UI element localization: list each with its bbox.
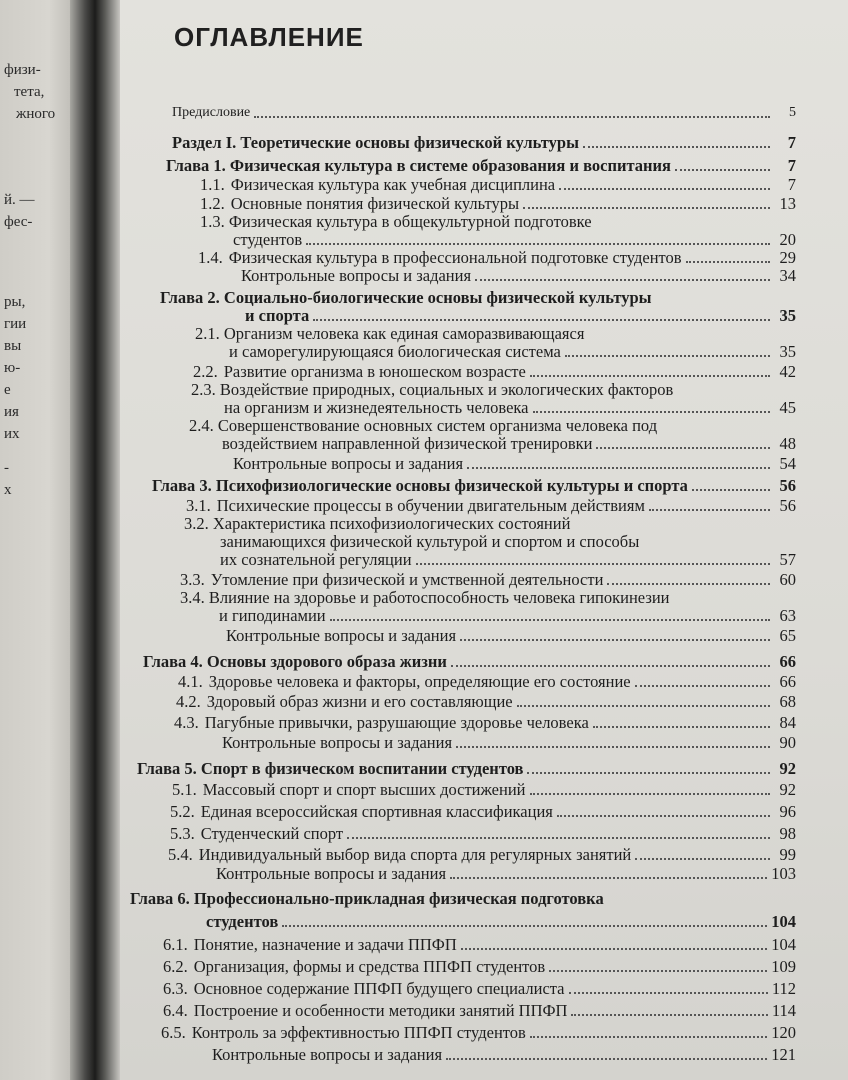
left-page-fragment: их <box>4 426 20 442</box>
toc-entry-subsection: и гиподинамии 63 <box>219 606 796 625</box>
toc-entry-subsection-line1: 3.4. Влияние на здоровье и работоспособность человека гипокинезии <box>180 588 670 607</box>
toc-entry-subsection: 6.2. Организация, формы и средства ППФП студентов 109 <box>163 957 796 976</box>
toc-entry-subsection: 4.3. Пагубные привычки, разрушающие здоровье человека 84 <box>174 713 796 732</box>
toc-entry-subsection: на организм и жизнедеятельность человека 45 <box>224 398 796 417</box>
toc-entry-chapter-line1: Глава 2. Социально-биологические основы физической культуры <box>160 288 652 307</box>
toc-entry-subsection: 5.1. Массовый спорт и спорт высших достижений 92 <box>172 780 796 799</box>
toc-entry-questions: Контрольные вопросы и задания 103 <box>216 864 796 883</box>
left-page-edge <box>0 0 70 1080</box>
book-spine <box>70 0 120 1080</box>
toc-entry-questions: Контрольные вопросы и задания 54 <box>233 454 796 473</box>
toc-entry-subsection-line1: 2.3. Воздействие природных, социальных и экологических факторов <box>191 380 674 399</box>
left-page-fragment: фес- <box>4 214 33 230</box>
toc-entry-chapter: и спорта 35 <box>245 306 796 325</box>
left-page-fragment: х <box>4 482 12 498</box>
toc-entry-section: Раздел I. Теоретические основы физической культуры 7 <box>172 133 796 152</box>
toc-entry-questions: Контрольные вопросы и задания 65 <box>226 626 796 645</box>
toc-entry-subsection-line1: 1.3. Физическая культура в общекультурной подготовке <box>200 212 592 231</box>
left-page-fragment: е <box>4 382 11 398</box>
left-page-fragment: гии <box>4 316 27 332</box>
toc-entry-chapter: Глава 3. Психофизиологические основы физической культуры и спорта 56 <box>152 476 796 495</box>
left-page-fragment: жного <box>16 106 56 122</box>
toc-entry-subsection: 5.3. Студенческий спорт 98 <box>170 824 796 843</box>
toc-entry-subsection: 1.1. Физическая культура как учебная дисциплина 7 <box>200 175 796 194</box>
left-page-fragment: ры, <box>4 294 26 310</box>
toc-entry-subsection: и саморегулирующаяся биологическая система 35 <box>229 342 796 361</box>
toc-entry-subsection: 5.4. Индивидуальный выбор вида спорта для регулярных занятий 99 <box>168 845 796 864</box>
toc-entry-subsection: 4.2. Здоровый образ жизни и его составляющие 68 <box>176 692 796 711</box>
toc-entry-subsection: 5.2. Единая всероссийская спортивная классификация 96 <box>170 802 796 821</box>
left-page-fragment: - <box>4 460 9 476</box>
left-page-fragment: й. — <box>4 192 35 208</box>
left-page-fragment: физи- <box>4 62 41 78</box>
toc-entry-subsection-line1: 3.2. Характеристика психофизиологических состояний <box>184 514 571 533</box>
toc-entry-chapter: Глава 4. Основы здорового образа жизни 66 <box>143 652 796 671</box>
left-page-fragment: ия <box>4 404 19 420</box>
toc-entry-subsection: их сознательной регуляции 57 <box>220 550 796 569</box>
toc-entry-subsection: воздействием направленной физической тренировки 48 <box>222 434 796 453</box>
toc-entry-subsection-line1: 2.1. Организм человека как единая саморазвивающаяся <box>195 324 585 343</box>
left-page-fragment: тета, <box>14 84 45 100</box>
toc-entry-questions: Контрольные вопросы и задания 34 <box>241 266 796 285</box>
toc-entry-subsection: 3.1. Психические процессы в обучении двигательным действиям 56 <box>186 496 796 515</box>
left-page-fragment: вы <box>4 338 22 354</box>
toc-entry-preface: Предисловие 5 <box>172 105 796 120</box>
toc-entry-chapter: Глава 5. Спорт в физическом воспитании студентов 92 <box>137 759 796 778</box>
left-page-fragment: ю- <box>4 360 21 376</box>
toc-entry-subsection: 3.3. Утомление при физической и умственной деятельности 60 <box>180 570 796 589</box>
page-title: ОГЛАВЛЕНИЕ <box>174 22 364 52</box>
toc-entry-subsection: 1.4. Физическая культура в профессиональной подготовке студентов 29 <box>198 248 796 267</box>
toc-entry-subsection: 6.5. Контроль за эффективностью ППФП студентов 120 <box>161 1023 796 1042</box>
toc-entry-questions: Контрольные вопросы и задания 121 <box>212 1045 796 1064</box>
toc-entry-subsection: 6.1. Понятие, назначение и задачи ППФП 104 <box>163 935 796 954</box>
toc-entry-subsection: 1.2. Основные понятия физической культуры 13 <box>200 194 796 213</box>
toc-entry-subsection: 6.3. Основное содержание ППФП будущего специалиста 112 <box>163 979 796 998</box>
toc-entry-chapter: Глава 1. Физическая культура в системе образования и воспитания 7 <box>166 156 796 175</box>
toc-entry-subsection: 2.2. Развитие организма в юношеском возрасте 42 <box>193 362 796 381</box>
toc-entry-subsection: студентов 20 <box>233 230 796 249</box>
toc-entry-questions: Контрольные вопросы и задания 90 <box>222 733 796 752</box>
toc-entry-chapter-line1: Глава 6. Профессионально-прикладная физическая подготовка <box>130 889 604 908</box>
toc-entry-subsection-line1: 2.4. Совершенствование основных систем организма человека под <box>189 416 658 435</box>
toc-entry-chapter: студентов 104 <box>206 912 796 931</box>
toc-entry-subsection: 6.4. Построение и особенности методики занятий ППФП 114 <box>163 1001 796 1020</box>
toc-entry-subsection-line2: занимающихся физической культурой и спортом и способы <box>220 532 640 551</box>
toc-entry-subsection: 4.1. Здоровье человека и факторы, определяющие его состояние 66 <box>178 672 796 691</box>
